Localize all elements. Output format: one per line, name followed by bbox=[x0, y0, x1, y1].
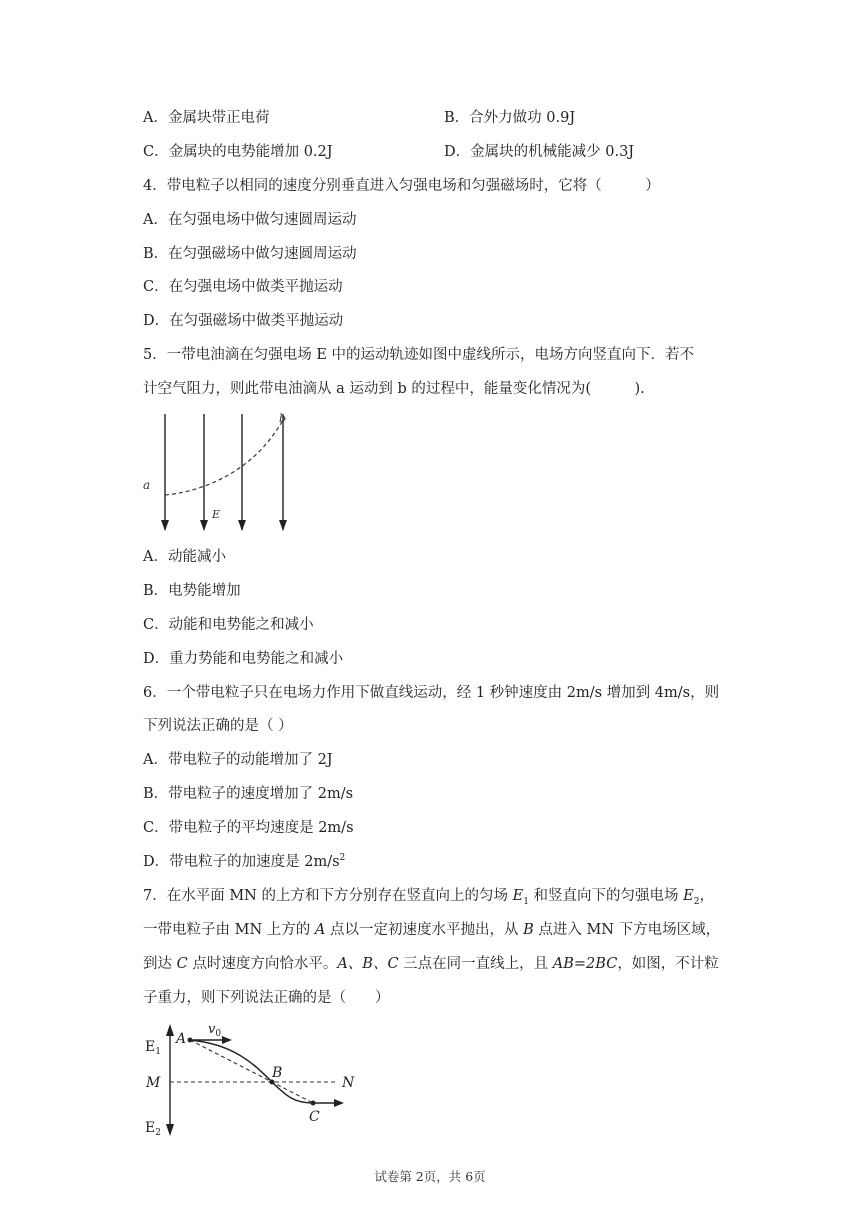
q7-symbol-c: C bbox=[176, 956, 188, 972]
q7-sub: 1 bbox=[523, 896, 529, 907]
label-v0: $v_0$ bbox=[208, 1022, 222, 1039]
q3-option-a: A．金属块带正电荷 bbox=[143, 110, 270, 126]
q5-option-a: A．动能减小 bbox=[143, 549, 226, 565]
q5-stem-line2: 计空气阻力，则此带电油滴从 a 运动到 b 的过程中，能量变化情况为( ). bbox=[143, 381, 645, 397]
label-e2: $E_2$ bbox=[145, 1120, 161, 1138]
q5-field-diagram bbox=[138, 410, 308, 535]
q6-option-c: C．带电粒子的平均速度是 2m/s bbox=[143, 820, 354, 836]
label-a: A bbox=[176, 1031, 187, 1047]
q6-stem-line1: 6．一个带电粒子只在电场力作用下做直线运动，经 1 秒钟速度由 2m/s 增加到 4m/s，则 bbox=[143, 685, 720, 701]
q7-stem-line2 bbox=[143, 920, 720, 940]
q7-equation: AB=2BC bbox=[552, 956, 618, 972]
q3-option-b: B．合外力做功 0.9J bbox=[444, 110, 576, 126]
e2-arrow bbox=[166, 1124, 174, 1136]
q4-option-a: A．在匀强电场中做匀速圆周运动 bbox=[143, 212, 357, 228]
q5-stem-line1: 5．一带电油滴在匀强电场 E 中的运动轨迹如图中虚线所示，电场方向竖直向下．若不 bbox=[143, 347, 695, 363]
q4-stem: 4．带电粒子以相同的速度分别垂直进入匀强电场和匀强磁场时，它将（ ） bbox=[143, 178, 660, 194]
q4-option-b: B．在匀强磁场中做匀速圆周运动 bbox=[143, 246, 357, 262]
q7-text: ，如图，不计粒 bbox=[617, 956, 719, 972]
label-b: b bbox=[279, 412, 287, 425]
q7-text: 到达 bbox=[143, 956, 177, 972]
q7-text: 一带电粒子由 MN 上方的 bbox=[143, 922, 315, 938]
point-a bbox=[188, 1038, 193, 1043]
particle-trajectory bbox=[190, 1040, 313, 1103]
label-a: a bbox=[143, 478, 151, 492]
q5-option-d: D．重力势能和电势能之和减小 bbox=[143, 651, 344, 667]
q7-text: 三点在同一直线上，且 bbox=[398, 956, 553, 972]
q6-stem-line2: 下列说法正确的是（ ） bbox=[143, 718, 293, 734]
q7-symbol-e1: E bbox=[512, 888, 524, 904]
q6-option-d-sup: 2 bbox=[339, 853, 346, 864]
q7-text: ， bbox=[699, 888, 714, 904]
q6-option-d-text: D．带电粒子的加速度是 2m/s bbox=[143, 854, 340, 870]
abc-line bbox=[190, 1040, 313, 1103]
label-e1: $E_1$ bbox=[145, 1039, 161, 1057]
q6-option-b: B．带电粒子的速度增加了 2m/s bbox=[143, 786, 354, 802]
q7-text: 和竖直向下的匀强电场 bbox=[528, 888, 684, 904]
q7-stem-line4: 子重力，则下列说法正确的是（ ） bbox=[143, 990, 390, 1006]
q7-text: 点以一定初速度水平抛出，从 bbox=[325, 922, 524, 938]
q7-text: 点进入 MN 下方电场区域， bbox=[533, 922, 721, 938]
label-c: C bbox=[309, 1109, 320, 1125]
q5-option-b: B．电势能增加 bbox=[143, 583, 241, 599]
point-c bbox=[311, 1101, 316, 1106]
q7-symbol-e2: E bbox=[683, 888, 694, 904]
q6-option-d bbox=[143, 852, 345, 872]
q3-option-c: C．金属块的电势能增加 0.2J bbox=[143, 144, 333, 160]
droplet-trajectory bbox=[165, 418, 284, 495]
q7-stem-line3 bbox=[143, 954, 719, 974]
label-n: N bbox=[342, 1075, 355, 1091]
label-m: M bbox=[146, 1075, 161, 1091]
label-e: E bbox=[212, 508, 221, 521]
q7-symbol-a: A bbox=[314, 922, 326, 938]
q7-stem-line1 bbox=[143, 886, 714, 906]
e1-arrow bbox=[166, 1024, 174, 1036]
label-b: B bbox=[272, 1065, 283, 1081]
q5-option-c: C．动能和电势能之和减小 bbox=[143, 617, 314, 633]
q7-sub: 2 bbox=[693, 896, 700, 907]
q7-trajectory-diagram bbox=[138, 1018, 378, 1143]
q3-option-d: D．金属块的机械能减少 0.3J bbox=[444, 144, 635, 160]
q4-option-d: D．在匀强磁场中做类平抛运动 bbox=[143, 313, 344, 329]
q7-symbol-b: B bbox=[523, 922, 534, 938]
page-footer: 试卷第 2页，共 6页 bbox=[374, 1169, 486, 1184]
q7-text: 点时速度方向恰水平。 bbox=[187, 956, 338, 972]
q7-symbol-abc: A、B、C bbox=[337, 956, 399, 972]
q7-text: 7．在水平面 MN 的上方和下方分别存在竖直向上的匀场 bbox=[143, 888, 513, 904]
q6-option-a: A．带电粒子的动能增加了 2J bbox=[143, 752, 333, 768]
q4-option-c: C．在匀强电场中做类平抛运动 bbox=[143, 279, 343, 295]
